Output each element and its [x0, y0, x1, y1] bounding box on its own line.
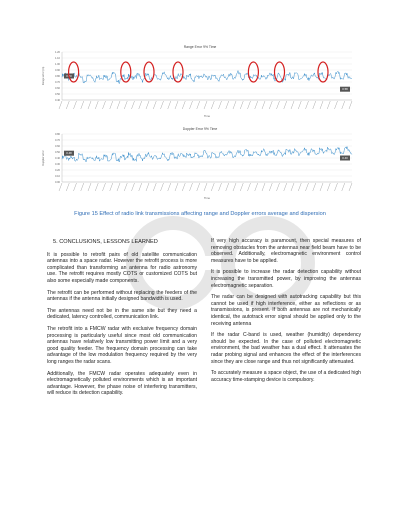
series-line	[62, 147, 352, 162]
y-tick-label: 0.90	[54, 69, 60, 72]
highlight-ellipse	[144, 62, 154, 82]
x-tick-mark	[298, 101, 301, 109]
x-tick-mark	[211, 183, 214, 191]
x-tick-mark	[124, 101, 127, 109]
right-column	[211, 238, 361, 388]
paragraph: It is possible to increase the radar detection capability without increasing the transmitted power, by improving the antennas electromagnetic separation.	[211, 269, 361, 289]
y-tick-label: 0.00	[54, 181, 60, 184]
y-tick-label: 0.60	[54, 145, 60, 148]
x-tick-mark	[132, 183, 135, 191]
x-tick-mark	[124, 183, 127, 191]
x-tick-mark	[342, 183, 345, 191]
value-badge-label: 0.58	[342, 87, 348, 92]
x-tick-mark	[110, 183, 113, 191]
x-tick-mark	[110, 101, 113, 109]
y-tick-label: 1.00	[54, 63, 60, 66]
x-tick-mark	[306, 183, 309, 191]
doppler-chart-svg	[40, 126, 360, 206]
x-tick-mark	[233, 183, 236, 191]
y-tick-label: 1.10	[54, 57, 60, 60]
x-tick-mark	[139, 101, 142, 109]
x-tick-mark	[182, 101, 185, 109]
highlight-ellipse	[173, 62, 183, 82]
x-tick-mark	[255, 183, 258, 191]
x-tick-mark	[95, 183, 98, 191]
x-tick-mark	[291, 183, 294, 191]
x-tick-mark	[219, 101, 222, 109]
x-tick-mark	[66, 183, 69, 191]
x-tick-mark	[327, 101, 330, 109]
x-tick-mark	[248, 183, 251, 191]
y-tick-label: 0.40	[54, 157, 60, 160]
x-tick-mark	[190, 183, 193, 191]
x-tick-mark	[153, 101, 156, 109]
x-tick-mark	[262, 101, 265, 109]
highlight-ellipse	[69, 62, 79, 82]
x-tick-mark	[269, 183, 272, 191]
x-tick-mark	[277, 183, 280, 191]
paragraph: It is possible to retrofit pairs of old satellite communication antennas into a space radar. However the retrofit process is more complicated than transforming an antenna for radio astronomy use. The retrofit requires mostly COTS or customized COTS but also some especially made components.	[47, 251, 197, 284]
x-tick-mark	[269, 101, 272, 109]
x-tick-mark	[204, 183, 207, 191]
x-tick-mark	[342, 101, 345, 109]
x-tick-mark	[146, 101, 149, 109]
x-tick-mark	[59, 101, 62, 109]
x-tick-mark	[226, 183, 229, 191]
x-tick-mark	[66, 101, 69, 109]
x-tick-mark	[161, 101, 164, 109]
x-tick-mark	[349, 183, 352, 191]
y-tick-label: 0.80	[54, 133, 60, 136]
x-tick-mark	[327, 183, 330, 191]
figure-caption: Figure 15 Effect of radio link transmissions affecting range and Doppler errors average and dispersion	[74, 211, 326, 217]
x-tick-mark	[103, 183, 106, 191]
highlight-ellipse	[121, 62, 131, 82]
x-tick-mark	[313, 183, 316, 191]
y-tick-label: 0.70	[54, 81, 60, 84]
x-tick-mark	[59, 183, 62, 191]
section-heading: 5. CONCLUSIONS, LESSONS LEARNED	[53, 239, 158, 245]
x-tick-mark	[103, 101, 106, 109]
x-tick-mark	[291, 101, 294, 109]
x-tick-mark	[262, 183, 265, 191]
x-tick-mark	[139, 183, 142, 191]
x-tick-mark	[168, 101, 171, 109]
paragraph: To accurately measure a space object, the use of a dedicated high accuracy time-stamping device is compulsory.	[211, 370, 361, 383]
left-column	[47, 238, 197, 402]
x-tick-mark	[284, 183, 287, 191]
x-tick-mark	[320, 101, 323, 109]
x-tick-mark	[74, 183, 77, 191]
x-tick-mark	[81, 101, 84, 109]
value-badge-label: 0.48	[66, 151, 72, 156]
x-tick-mark	[284, 101, 287, 109]
x-tick-mark	[204, 101, 207, 109]
y-tick-label: 0.10	[54, 175, 60, 178]
series-line	[62, 71, 352, 84]
x-tick-mark	[277, 101, 280, 109]
x-tick-mark	[226, 101, 229, 109]
highlight-ellipse	[275, 62, 285, 82]
x-tick-mark	[81, 183, 84, 191]
x-tick-mark	[146, 183, 149, 191]
x-tick-mark	[248, 101, 251, 109]
paragraph: The retrofit into a FMCW radar with exclusive frequency domain processing is particularly useful since most old communication antennas have relatively low transmitting power limit and a very good quality feeder. The frequency domain processing can take advantage of the low modulation frequency required by the very long ranges the radar scans.	[47, 325, 197, 365]
y-tick-label: 0.60	[54, 87, 60, 90]
x-tick-mark	[117, 183, 120, 191]
paragraph: If very high accuracy is paramount, then special measures of removing obstacles from the antennas near field beam have to be observed. Additionally, electromagnetic environment control measures have to be applied.	[211, 238, 361, 264]
x-tick-mark	[88, 183, 91, 191]
y-tick-label: 0.20	[54, 169, 60, 172]
y-axis-label: Doppler error	[42, 150, 45, 166]
x-tick-mark	[95, 101, 98, 109]
x-axis-label: Time	[203, 114, 211, 118]
x-tick-mark	[240, 183, 243, 191]
value-badge-label: 0.40	[342, 156, 348, 160]
x-tick-mark	[175, 183, 178, 191]
y-tick-label: 1.20	[54, 51, 60, 54]
y-tick-label: 0.50	[54, 151, 60, 154]
x-tick-mark	[175, 101, 178, 109]
paragraph: Additionally, the FMCW radar operates adequately even in electromagnetically polluted environments which is an important advantage. However, the phase noise of interfering transmitters, will reduce its detection capability.	[47, 370, 197, 397]
x-tick-mark	[161, 183, 164, 191]
highlight-ellipse	[318, 62, 328, 82]
x-tick-mark	[233, 101, 236, 109]
x-tick-mark	[349, 101, 352, 109]
x-tick-mark	[74, 101, 77, 109]
x-tick-mark	[132, 101, 135, 109]
y-tick-label: 0.40	[54, 99, 60, 102]
highlight-ellipse	[248, 62, 258, 82]
x-tick-mark	[190, 101, 193, 109]
paragraph: The retrofit can be performed without replacing the feeders of the antennas if the antenna initially designed bandwidth is used.	[47, 289, 197, 303]
y-tick-label: 0.80	[54, 75, 60, 78]
x-tick-mark	[335, 101, 338, 109]
x-tick-mark	[153, 183, 156, 191]
x-tick-mark	[197, 183, 200, 191]
value-badge-label: 0.80	[66, 74, 72, 78]
range-error-chart	[40, 44, 360, 124]
y-tick-label: 0.30	[54, 163, 60, 166]
x-tick-mark	[219, 183, 222, 191]
paragraph: If the radar C-band is used, weather (humidity) dependency should be expected. In the case of polluted electromagnetic environment, the bad weather has a dual effect. It attenuates the radar probing signal and enhances the effect of the interferences since they are close range and thus not significantly attenuated.	[211, 332, 361, 365]
range-chart-svg	[40, 44, 360, 124]
x-tick-mark	[88, 101, 91, 109]
x-tick-mark	[117, 101, 120, 109]
x-tick-mark	[313, 101, 316, 109]
x-tick-mark	[197, 101, 200, 109]
x-tick-mark	[255, 101, 258, 109]
x-tick-mark	[306, 101, 309, 109]
doppler-chart-title: Doppler Error 9% Time	[182, 127, 218, 131]
x-tick-mark	[240, 101, 243, 109]
x-tick-mark	[182, 183, 185, 191]
x-tick-mark	[320, 183, 323, 191]
y-tick-label: 0.50	[54, 93, 60, 96]
x-tick-mark	[211, 101, 214, 109]
x-tick-mark	[298, 183, 301, 191]
range-chart-title: Range Error 9% Time	[183, 45, 217, 49]
doppler-error-chart	[40, 126, 360, 206]
x-tick-mark	[168, 183, 171, 191]
paragraph: The antennas need not be in the same site but they need a dedicated, latency controlled, communication link.	[47, 307, 197, 321]
y-tick-label: 0.70	[54, 139, 60, 142]
y-axis-label: Range error (m)	[42, 66, 45, 86]
x-tick-mark	[335, 183, 338, 191]
paragraph: The radar can be designed with autotracking capability but this cannot be used if high interference, either as reflections or as transmissions, is present. If both antennas are not mechanically identical, the autotrack error signal should be applied only to the receiving antenna	[211, 294, 361, 327]
x-axis-label: Time	[203, 196, 211, 200]
